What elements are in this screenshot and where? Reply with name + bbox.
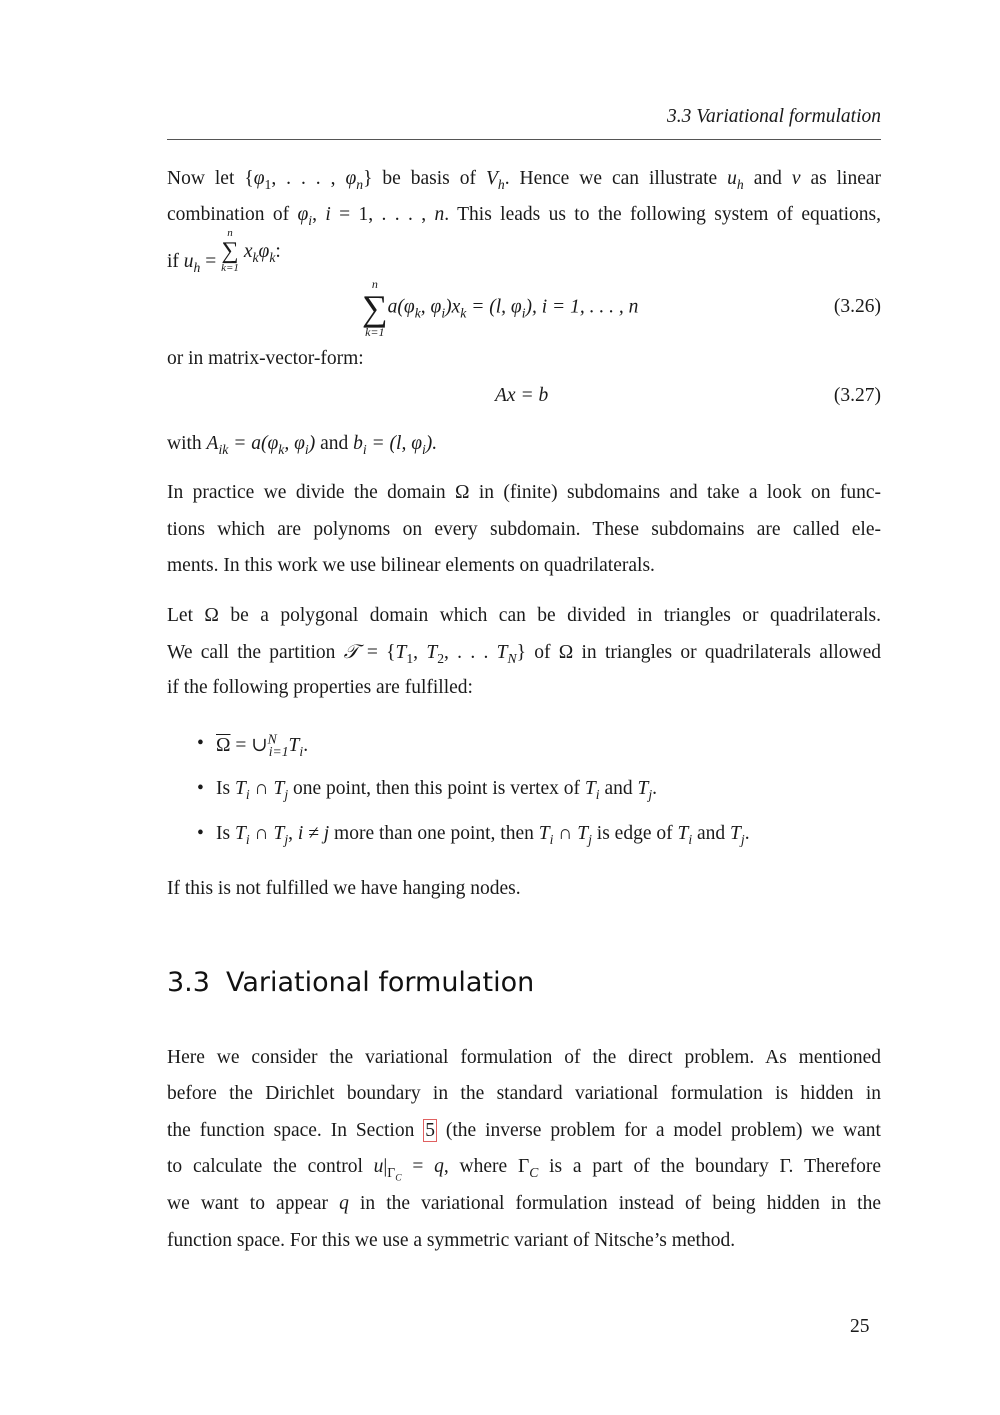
header-rule	[167, 139, 881, 140]
paragraph-line: Here we consider the variational formulation of the direct problem. As mentioned	[167, 1047, 881, 1068]
section-title: Variational formulation	[225, 967, 535, 998]
section-number: 3.3	[167, 967, 210, 998]
paragraph-line: function space. For this we use a symmetric variant of Nitsche’s method.	[167, 1230, 736, 1251]
paragraph-line: with $A_{ik} = a(\varphi_k$, $\varphi_i$) and $b_i = (l$, $\varphi_i$).	[167, 433, 438, 457]
list-item: $\overline{\Omega}$ = $\cup^N_{i=1}T_i$.	[216, 731, 309, 759]
list-item: Is $T_i$ ∩ $T_j$ one point, then this point is vertex of $T_i$ and $T_j$.	[216, 778, 658, 802]
paragraph-line: Now let {$\varphi_1$, . . . , $\varphi_n$} be basis of $V_h$. Hence we can illustrate $u_h$ and v as linear	[167, 168, 882, 192]
paragraph-line: if the following properties are fulfilled:	[167, 677, 473, 698]
equation-number: (3.27)	[833, 385, 881, 406]
paragraph-line: to calculate the control $u|_{\Gamma_C} = q$, where $\Gamma_C$ is a part of the boundary Γ. Therefore	[167, 1156, 881, 1184]
section-heading	[167, 967, 534, 998]
paragraph-line: tions which are polynoms on every subdomain. These subdomains are called ele-	[167, 519, 881, 540]
sum-operator: n ∑ k=1	[221, 227, 239, 274]
bullet-icon: •	[197, 733, 204, 754]
bullet-icon: •	[197, 823, 204, 844]
sum-operator: n ∑ k=1	[362, 277, 388, 339]
paragraph-line: In practice we divide the domain Ω in (finite) subdomains and take a look on func-	[167, 482, 881, 503]
paragraph-line: combination of $\varphi_i$, i = 1, . . . , n. This leads us to the following system of equations,	[167, 204, 881, 228]
equation-number: (3.26)	[833, 296, 881, 317]
paragraph-line: before the Dirichlet boundary in the standard variational formulation is hidden in	[167, 1083, 881, 1104]
page-number: 25	[850, 1316, 870, 1337]
bullet-icon: •	[197, 778, 204, 799]
running-header: 3.3 Variational formulation	[667, 106, 881, 127]
paragraph-line: or in matrix-vector-form:	[167, 348, 364, 369]
paragraph-line: If this is not fulfilled we have hanging nodes.	[167, 878, 521, 899]
paragraph-line: ments. In this work we use bilinear elements on quadrilaterals.	[167, 555, 655, 576]
paragraph-line: Let Ω be a polygonal domain which can be divided in triangles or quadrilaterals.	[167, 605, 881, 626]
paragraph-line: if $u_h$ = n ∑ k=1 $x_k\varphi_k$:	[167, 227, 281, 276]
section-reference-link[interactable]: 5	[425, 1120, 435, 1141]
paragraph-line: We call the partition 𝒯 = {$T_1$, $T_2$, . . . $T_N$} of Ω in triangles or quadrilaterals allowed	[167, 642, 882, 666]
paragraph-line: we want to appear q in the variational formulation instead of being hidden in the	[167, 1193, 881, 1214]
list-item: Is $T_i$ ∩ $T_j$, i ≠ j more than one point, then $T_i$ ∩ $T_j$ is edge of $T_i$ and $T_j$.	[216, 823, 750, 847]
paragraph-line: the function space. In Section 5 (the inverse problem for a model problem) we want	[167, 1120, 881, 1141]
equation-3-27: Ax = b	[495, 385, 549, 406]
equation-3-26: n ∑ k=1 $a(\varphi_k$, $\varphi_i)x_k = (l$, $\varphi_i$), i = 1, . . . , n	[362, 277, 639, 339]
